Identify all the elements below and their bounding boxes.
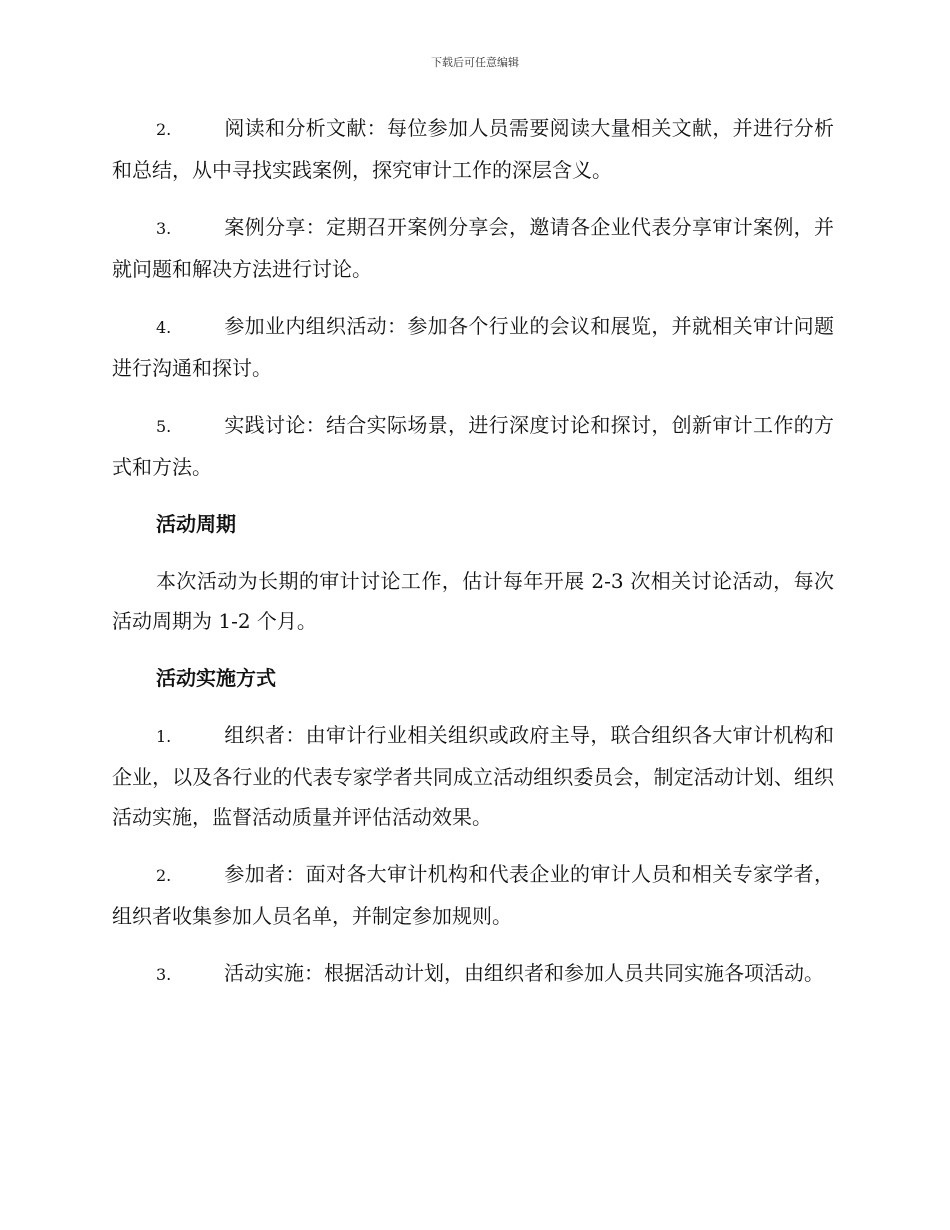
list-item [112, 953, 834, 995]
list-item-number: 1. [156, 727, 172, 746]
list-item-text: 参加业内组织活动：参加各个行业的会议和展览，并就相关审计问题进行沟通和探讨。 [112, 314, 834, 380]
list-item [112, 854, 834, 936]
section-heading-period: 活动周期 [156, 512, 236, 536]
page-header: 下载后可任意编辑 [431, 56, 519, 69]
list-item-number: 2. [156, 866, 172, 885]
list-item-text: 组织者：由审计行业相关组织或政府主导，联合组织各大审计机构和企业，以及各行业的代表专家学者共同成立活动组织委员会，制定活动计划、组织活动实施，监督活动质量并评估活动效果。 [112, 723, 834, 829]
list-item-number: 2. [156, 120, 172, 139]
list-item-text: 活动实施：根据活动计划，由组织者和参加人员共同实施各项活动。 [224, 961, 824, 985]
document-body [112, 108, 834, 1012]
list-item-text: 阅读和分析文献：每位参加人员需要阅读大量相关文献，并进行分析和总结，从中寻找实践案例，探究审计工作的深层含义。 [112, 116, 834, 182]
list-item-number: 5. [156, 417, 172, 436]
section-heading-implementation: 活动实施方式 [156, 666, 276, 690]
list-item-number: 3. [156, 965, 172, 984]
list-item-text: 案例分享：定期召开案例分享会，邀请各企业代表分享审计案例，并就问题和解决方法进行讨论。 [112, 215, 834, 281]
period-paragraph: 本次活动为长期的审计讨论工作，估计每年开展 2-3 次相关讨论活动，每次活动周期为 1-2 个月。 [112, 569, 834, 633]
list-item-text: 实践讨论：结合实际场景，进行深度讨论和探讨，创新审计工作的方式和方法。 [112, 413, 834, 479]
list-item [112, 715, 834, 837]
list-item [112, 405, 834, 487]
list-item-text: 参加者：面对各大审计机构和代表企业的审计人员和相关专家学者，组织者收集参加人员名单，并制定参加规则。 [112, 862, 834, 928]
list-item [112, 108, 834, 190]
list-item [112, 306, 834, 388]
list-item-number: 3. [156, 219, 172, 238]
list-item [112, 207, 834, 289]
list-item-number: 4. [156, 318, 172, 337]
